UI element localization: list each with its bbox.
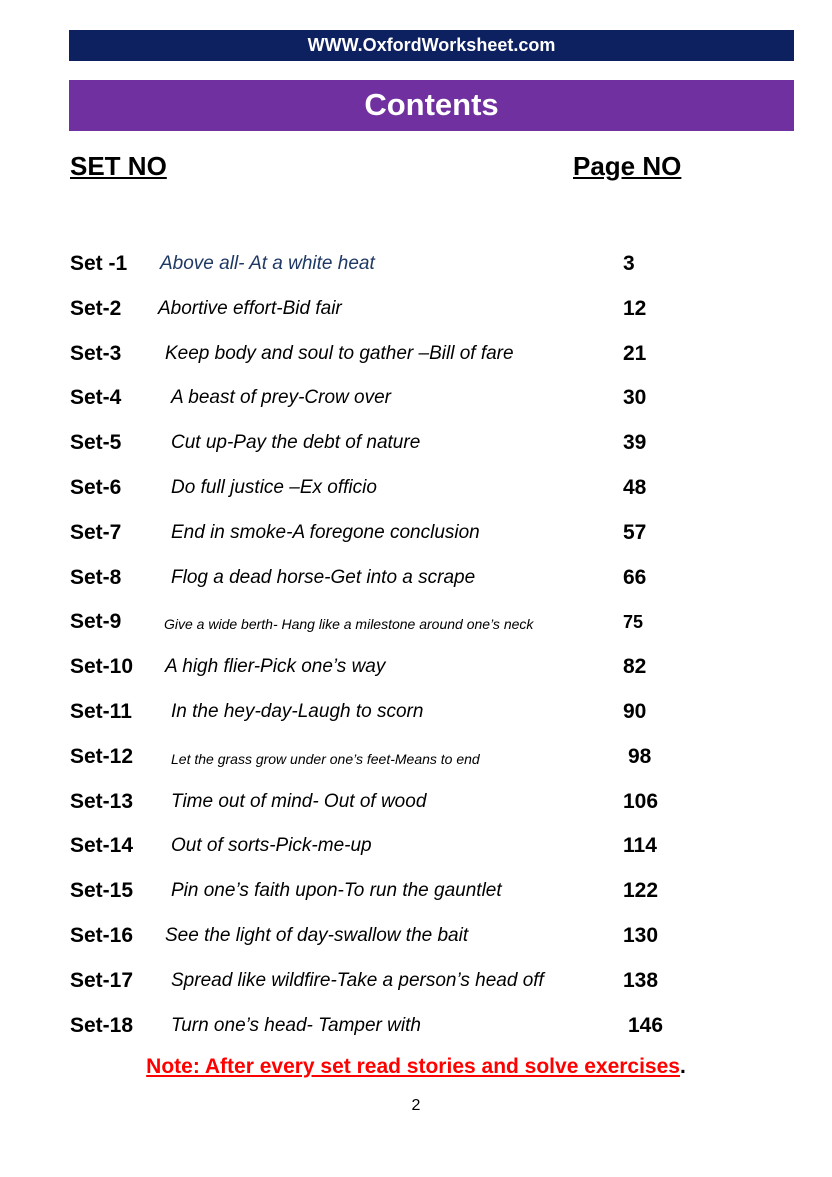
set-topic: Pin one’s faith upon-To run the gauntlet xyxy=(171,880,502,902)
page-number-value: 66 xyxy=(623,565,647,589)
contents-row xyxy=(70,918,770,963)
contents-row xyxy=(70,380,770,425)
page-number-value: 138 xyxy=(623,968,659,992)
set-number: Set-10 xyxy=(70,655,134,679)
set-number: Set-8 xyxy=(70,565,122,589)
page-number-value: 3 xyxy=(623,252,635,275)
page-number-value: 106 xyxy=(623,789,659,813)
contents-row xyxy=(70,425,770,470)
page-number-value: 90 xyxy=(623,699,647,723)
page-title: Contents xyxy=(69,80,794,131)
page-number-value: 146 xyxy=(628,1013,664,1037)
contents-row xyxy=(70,470,770,515)
page-number-value: 21 xyxy=(623,341,647,365)
contents-row xyxy=(70,649,770,694)
page-number-value: 57 xyxy=(623,520,647,544)
set-topic: Let the grass grow under one’s feet-Means to end xyxy=(171,750,480,767)
contents-row xyxy=(70,873,770,918)
page-number-value: 98 xyxy=(628,744,652,768)
page-number-value: 12 xyxy=(623,296,647,320)
set-topic: In the hey-day-Laugh to scorn xyxy=(171,700,424,722)
set-number: Set-16 xyxy=(70,923,134,947)
set-topic: End in smoke-A foregone conclusion xyxy=(171,521,480,543)
set-number: Set-11 xyxy=(70,699,132,723)
set-number: Set-13 xyxy=(70,789,134,813)
page-number-value: 75 xyxy=(623,612,644,633)
page-number-value: 48 xyxy=(623,475,647,499)
contents-row xyxy=(70,828,770,873)
set-topic: A beast of prey-Crow over xyxy=(171,387,391,409)
contents-row xyxy=(70,336,770,381)
set-number: Set-12 xyxy=(70,744,134,768)
page-number-value: 114 xyxy=(623,834,657,858)
set-topic: A high flier-Pick one’s way xyxy=(165,656,386,678)
contents-row xyxy=(70,560,770,605)
note-period: . xyxy=(679,1055,686,1078)
contents-row xyxy=(70,604,770,649)
contents-row xyxy=(70,291,770,336)
contents-row xyxy=(70,1008,770,1053)
page-number-value: 39 xyxy=(623,431,647,455)
set-number: Set-18 xyxy=(70,1013,134,1037)
note xyxy=(0,1052,832,1082)
set-number: Set-2 xyxy=(70,296,122,320)
page-number: 2 xyxy=(411,1097,421,1114)
contents-row xyxy=(70,246,770,291)
set-topic: Keep body and soul to gather –Bill of fare xyxy=(165,342,514,364)
page-number-value: 122 xyxy=(623,879,659,903)
set-number: Set-14 xyxy=(70,834,134,858)
set-number: Set-6 xyxy=(70,475,122,499)
contents-row xyxy=(70,694,770,739)
set-topic: Give a wide berth- Hang like a milestone around one’s neck xyxy=(164,616,534,633)
contents-list xyxy=(70,246,770,1052)
set-topic: Spread like wildfire-Take a person’s head off xyxy=(171,969,544,991)
set-number: Set-17 xyxy=(70,968,134,992)
set-number: Set-15 xyxy=(70,879,134,903)
set-number: Set-7 xyxy=(70,520,122,544)
set-topic: Time out of mind- Out of wood xyxy=(171,790,427,812)
site-banner: WWW.OxfordWorksheet.com xyxy=(69,30,794,61)
set-topic: See the light of day-swallow the bait xyxy=(165,924,469,946)
page-number-value: 30 xyxy=(623,386,647,410)
set-number: Set -1 xyxy=(70,252,128,275)
contents-row xyxy=(70,515,770,560)
set-topic: Above all- At a white heat xyxy=(160,253,375,274)
contents-row xyxy=(70,963,770,1008)
set-number: Set-5 xyxy=(70,431,122,455)
set-topic: Flog a dead horse-Get into a scrape xyxy=(171,566,476,588)
page-number-value: 130 xyxy=(623,923,659,947)
set-topic: Turn one’s head- Tamper with xyxy=(171,1014,421,1036)
set-topic: Do full justice –Ex officio xyxy=(171,476,377,498)
page-number-value: 82 xyxy=(623,655,647,679)
set-no-column-header: SET NO xyxy=(70,151,167,181)
set-number: Set-4 xyxy=(70,386,122,410)
note-text: Note: After every set read stories and solve exercises xyxy=(146,1055,680,1078)
page-no-column-header: Page NO xyxy=(573,151,682,181)
set-number: Set-9 xyxy=(70,610,122,634)
set-number: Set-3 xyxy=(70,341,122,365)
contents-row xyxy=(70,784,770,829)
set-topic: Abortive effort-Bid fair xyxy=(158,297,342,319)
set-topic: Cut up-Pay the debt of nature xyxy=(171,432,421,454)
contents-row xyxy=(70,739,770,784)
set-topic: Out of sorts-Pick-me-up xyxy=(171,835,372,857)
